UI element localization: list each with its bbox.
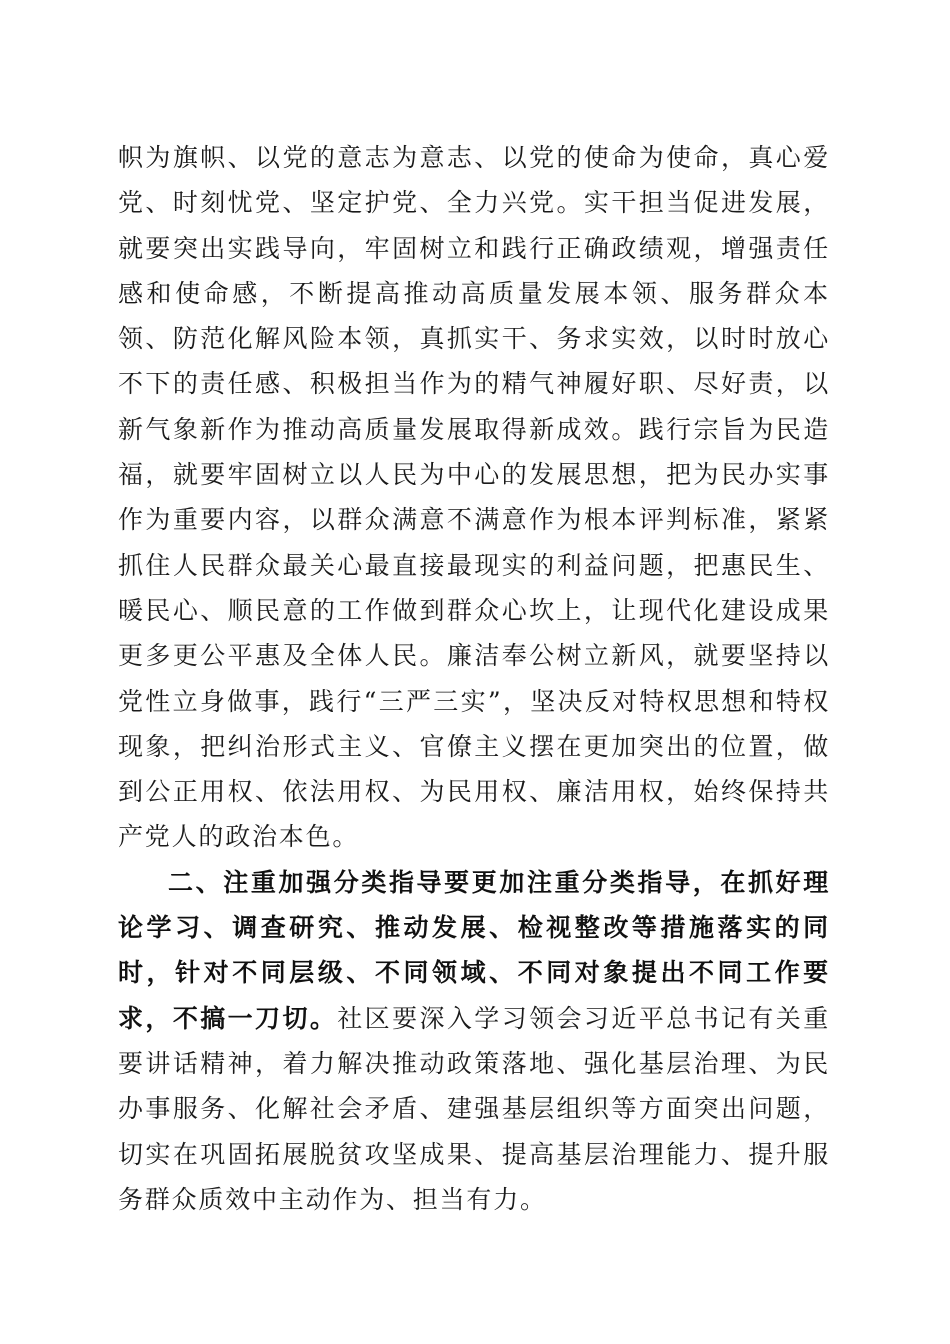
section-heading: 二、注重加强分类指导要更加注重分类指导，在抓好理论学习、调查研究、推动发展、检视整改等措施落实的同时，针对不同层级、不同领域、不同对象提出不同工作要求，不搞一刀切。	[118, 867, 830, 1033]
paragraph-text: 社区要深入学习领会习近平总书记有关重要讲话精神，着力解决推动政策落地、强化基层治理、为民办事服务、化解社会矛盾、建强基层组织等方面突出问题，切实在巩固拓展脱贫攻坚成果、提高基层治理能力、提升服务群众质效中主动作为、担当有力。	[118, 1003, 830, 1214]
paragraph-text: 帜为旗帜、以党的意志为意志、以党的使命为使命，真心爱党、时刻忧党、坚定护党、全力兴党。实干担当促进发展，就要突出实践导向，牢固树立和践行正确政绩观，增强责任感和使命感，不断提高推动高质量发展本领、服务群众本领、防范化解风险本领，真抓实干、务求实效，以时时放心不下的责任感、积极担当作为的精气神履好职、尽好责，以新气象新作为推动高质量发展取得新成效。践行宗旨为民造福，就要牢固树立以人民为中心的发展思想，把为民办实事作为重要内容，以群众满意不满意作为根本评判标准，紧紧抓住人民群众最关心最直接最现实的利益问题，把惠民生、暖民心、顺民意的工作做到群众心坎上，让现代化建设成果更多更公平惠及全体人民。廉洁奉公树立新风，就要坚持以党性立身做事，践行“三严三实”，坚决反对特权思想和特权现象，把纠治形式主义、官僚主义摆在更加突出的位置，做到公正用权、依法用权、为民用权、廉洁用权，始终保持共产党人的政治本色。	[118, 143, 830, 852]
paragraph-continuation	[118, 135, 830, 860]
paragraph-section-two	[118, 860, 830, 1222]
document-body	[118, 135, 830, 1222]
